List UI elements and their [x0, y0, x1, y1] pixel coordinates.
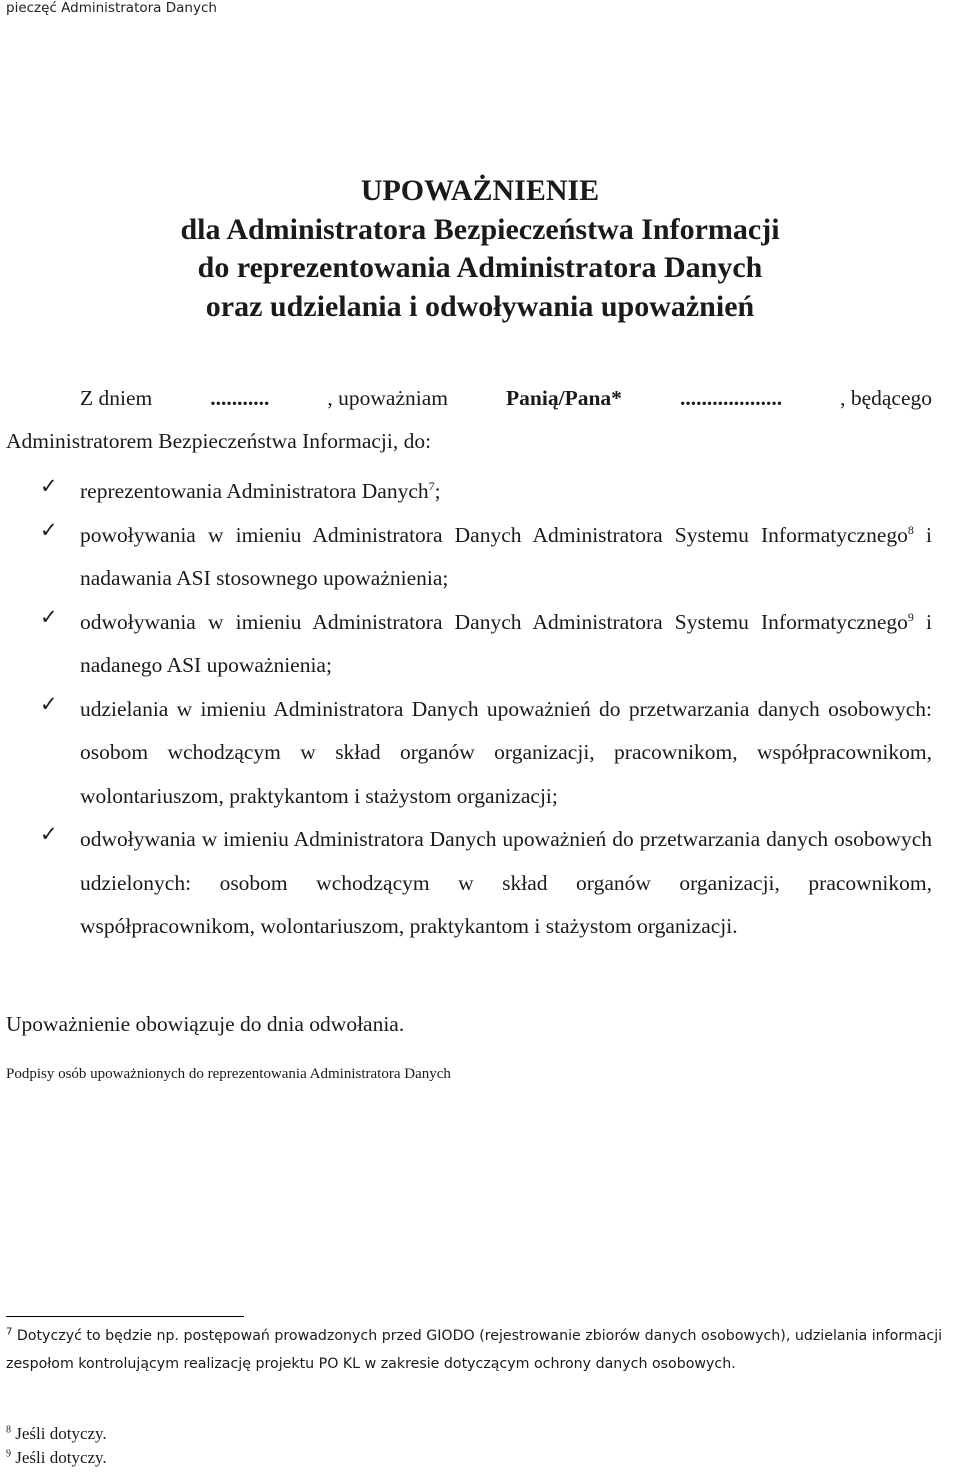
stamp-label: pieczęć Administratora Danych	[6, 0, 217, 16]
list-item	[0, 601, 932, 688]
list-item	[0, 688, 932, 819]
list-item	[0, 818, 932, 949]
checkmark-icon: ✓	[40, 691, 58, 716]
item-text: reprezentowania Administratora Danych	[80, 479, 429, 503]
intro-part-3: , będącego	[840, 386, 932, 410]
footnote-ref: 7	[428, 478, 435, 493]
footnote-number: 9	[6, 1448, 11, 1460]
signatures-label: Podpisy osób upoważnionych do reprezentowania Administratora Danych	[6, 1066, 451, 1082]
footnote-7	[6, 1322, 958, 1378]
checkmark-icon: ✓	[40, 822, 58, 846]
footnote-number: 7	[6, 1326, 13, 1338]
item-text-after: ;	[434, 479, 441, 503]
footnote-divider	[6, 1316, 244, 1317]
intro-part-2: , upoważniam	[327, 386, 449, 410]
item-text: odwoływania w imieniu Administratora Danych Administratora Systemu Informatycznego	[80, 609, 908, 634]
intro-line-2: Administratorem Bezpieczeństwa Informacji, do:	[6, 429, 432, 453]
checkmark-icon: ✓	[40, 517, 58, 542]
title-line-1: UPOWAŻNIENIE	[360, 174, 600, 207]
name-blank: ...................	[679, 386, 783, 410]
title-line-3: do reprezentowania Administratora Danych	[197, 251, 763, 284]
item-text-after: i nadawania ASI stosownego upoważnienia;	[80, 522, 932, 590]
intro-part-1: Z dniem	[80, 386, 153, 410]
intro-line-1	[80, 383, 932, 413]
footnote-9	[6, 1448, 107, 1468]
date-blank: ...........	[210, 386, 270, 410]
item-text: powoływania w imieniu Administratora Danych Administratora Systemu Informatycznego	[80, 522, 908, 547]
item-text: udzielania w imieniu Administratora Danych upoważnień do przetwarzania danych osobowych: osobom wchodzącym w skład organów organizacji, pracownikom, współpracownikom, wolontariuszom, praktykantom i stażystom organizacji;	[80, 696, 932, 808]
footnote-ref: 8	[907, 522, 914, 537]
person-label: Panią/Pana*	[506, 386, 622, 410]
footnote-number: 8	[6, 1424, 11, 1436]
checkmark-icon: ✓	[40, 474, 58, 498]
list-item	[0, 470, 932, 514]
checkmark-icon: ✓	[40, 604, 58, 629]
list-item	[0, 514, 932, 601]
footnote-text: Jeśli dotyczy.	[11, 1448, 107, 1467]
title-line-4: oraz udzielania i odwoływania upoważnień	[205, 289, 755, 323]
title-line-2: dla Administratora Bezpieczeństwa Informacji	[180, 212, 780, 246]
document-title	[0, 172, 960, 326]
footnote-text: Dotyczyć to będzie np. postępowań prowadzonych przed GIODO (rejestrowanie zbiorów danych osobowych), udzielania informacji zespołom kontrolującym realizację projektu PO KL w zakresie dotyczącym ochrony danych osobowych.	[6, 1328, 943, 1372]
footnote-text: Jeśli dotyczy.	[11, 1424, 107, 1443]
item-text-after: i nadanego ASI upoważnienia;	[80, 609, 932, 677]
authorization-list	[0, 470, 960, 949]
item-text: odwoływania w imieniu Administratora Danych upoważnień do przetwarzania danych osobowych udzielonych: osobom wchodzącym w skład organów organizacji, pracownikom, współpracownikom, wolontariuszom, praktykantom i stażystom organizacji.	[80, 827, 932, 938]
footnote-8	[6, 1424, 107, 1444]
footnote-ref: 9	[907, 609, 914, 624]
validity-statement: Upoważnienie obowiązuje do dnia odwołania.	[6, 1012, 405, 1036]
